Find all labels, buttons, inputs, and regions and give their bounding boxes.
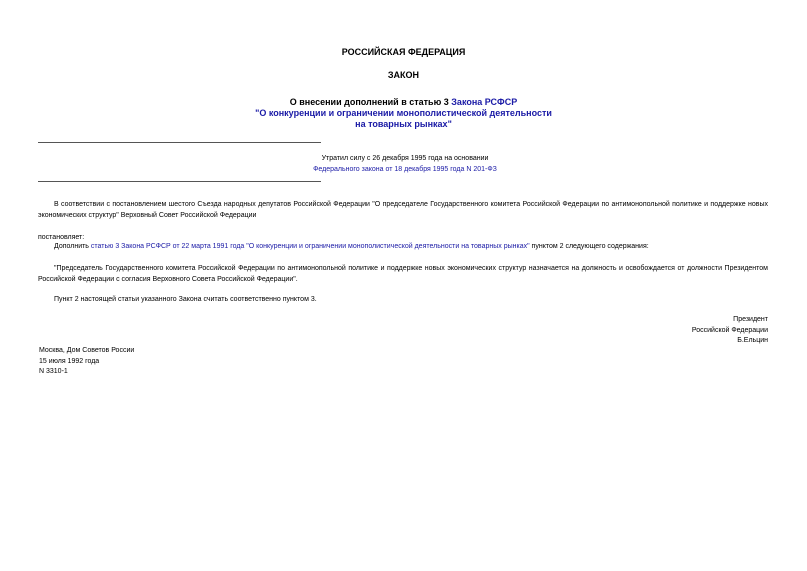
status-note-text: Утратил силу с 26 декабря 1995 года на основании xyxy=(321,155,489,162)
decides-label: постановляет: xyxy=(38,234,85,241)
signature-name: Б.Ельцин xyxy=(737,337,768,344)
paragraph-preamble: В соответствии с постановлением шестого Съезда народных депутатов Российской Федерации "О председателе Государственного комитета Российской Федерации по антимонопольной политике и поддержке новых экономических структур" Верховный Совет Российской Федерации xyxy=(38,201,768,219)
amend-text-start: Дополнить xyxy=(54,243,91,250)
title-line-2[interactable]: "О конкуренции и ограничении монополистической деятельности xyxy=(255,108,552,118)
paragraph-amend xyxy=(38,242,768,253)
divider-top xyxy=(38,142,321,143)
place-date-block xyxy=(39,346,134,378)
status-note-link[interactable]: Федерального закона от 18 декабря 1995 года N 201-ФЗ xyxy=(313,166,497,173)
signature-org: Российской Федерации xyxy=(691,326,768,334)
divider-bottom xyxy=(38,181,321,182)
title-prefix: О внесении дополнений в статью 3 xyxy=(289,97,452,107)
signature-title: Президент xyxy=(733,316,768,323)
law-title xyxy=(0,97,807,130)
status-note xyxy=(305,153,505,175)
signature-block xyxy=(692,315,768,347)
amend-link[interactable]: статью 3 Закона РСФСР от 22 марта 1991 года "О конкуренции и ограничении монополистической деятельности на товарных рынках" xyxy=(90,243,530,250)
paragraph-quote: "Председатель Государственного комитета Российской Федерации по антимонопольной политике и поддержке новых экономических структур назначается на должность и освобождается от должности Президентом Российской Федерации с согласия Верховного Совета Российской Федерации". xyxy=(38,265,768,283)
title-line-3[interactable]: на товарных рынках" xyxy=(355,119,452,129)
doc-type-heading: ЗАКОН xyxy=(387,70,420,80)
date: 15 июля 1992 года xyxy=(39,357,100,365)
place: Москва, Дом Советов России xyxy=(39,347,135,354)
doc-number: N 3310-1 xyxy=(39,368,68,375)
paragraph-renumber: Пункт 2 настоящей статьи указанного Закона считать соответственно пунктом 3. xyxy=(54,296,317,303)
title-link-law-rsfsr[interactable]: Закона РСФСР xyxy=(451,97,518,107)
country-heading: РОССИЙСКАЯ ФЕДЕРАЦИЯ xyxy=(341,47,466,57)
amend-text-end: пунктом 2 следующего содержания: xyxy=(529,243,649,250)
